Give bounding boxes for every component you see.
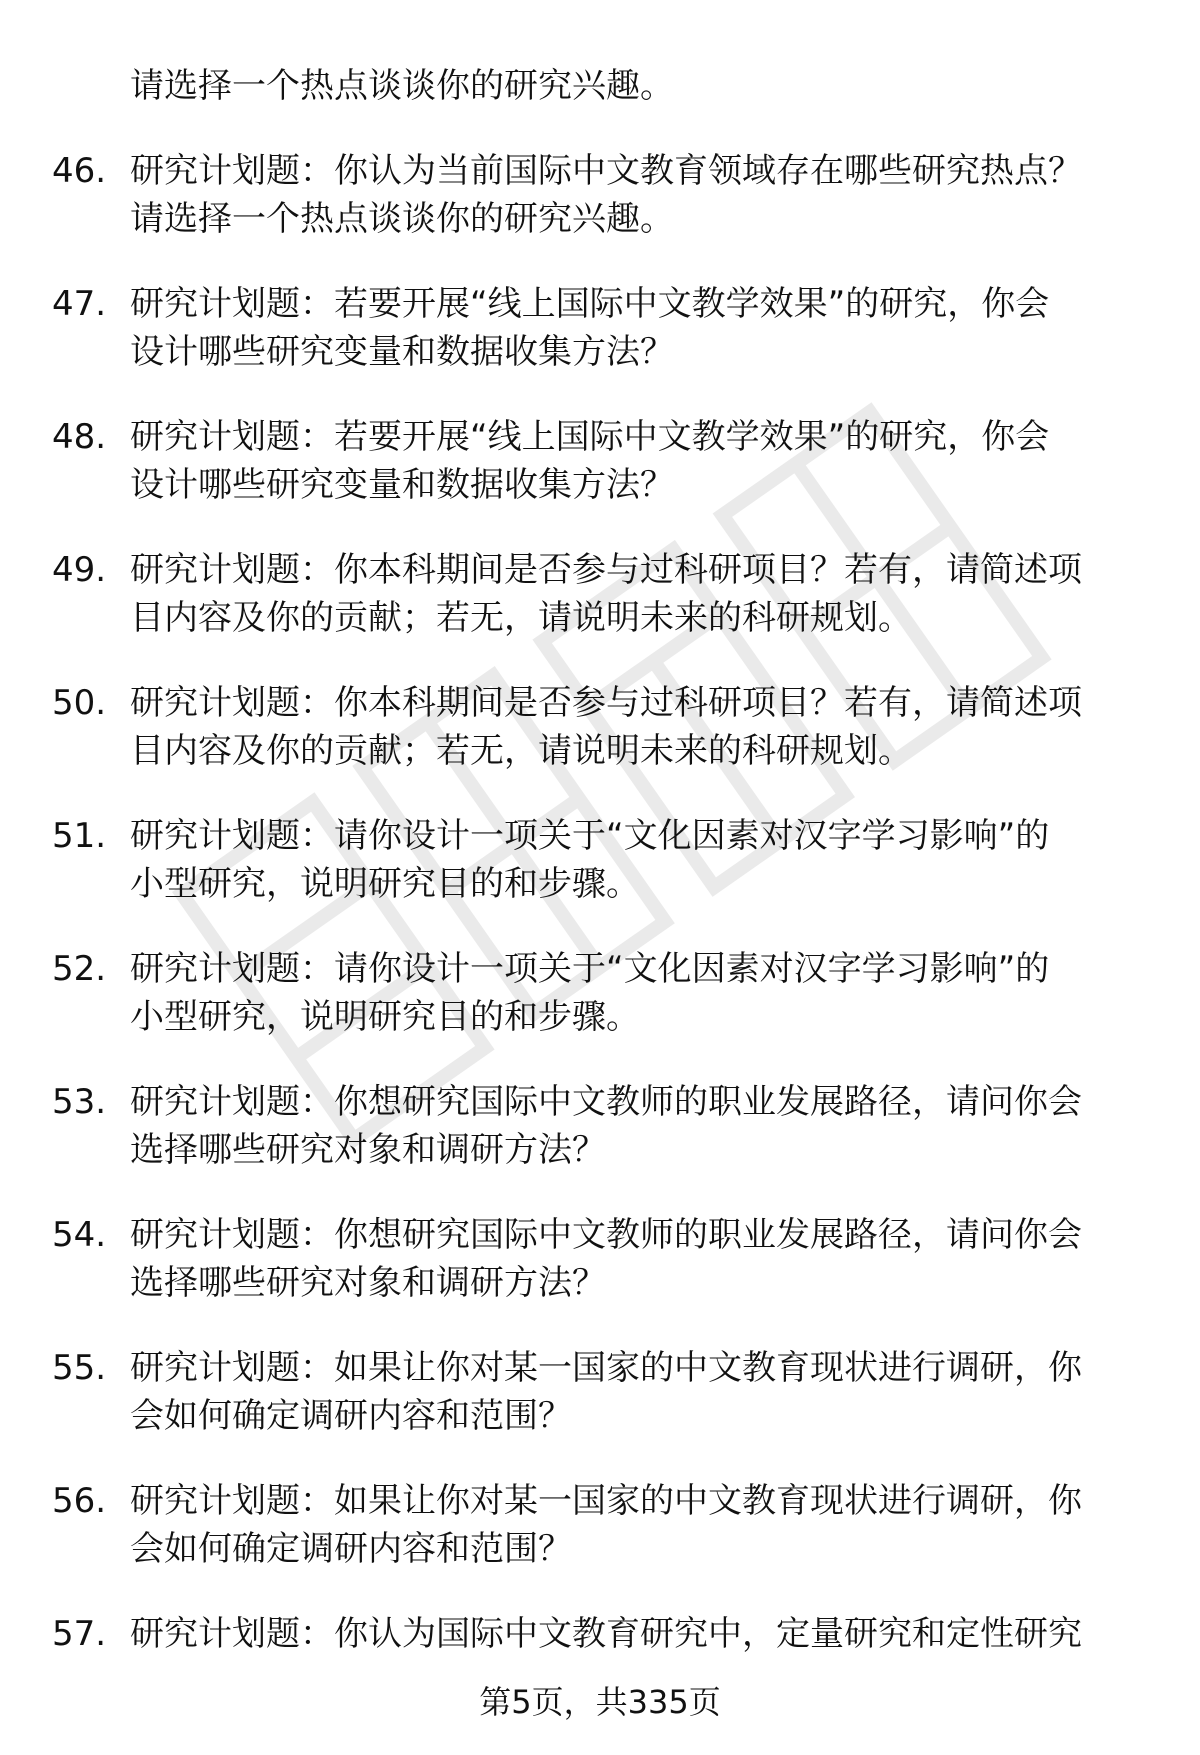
question-number: 53. (52, 1082, 107, 1122)
question-number: 52. (52, 949, 107, 989)
question-number: 57. (52, 1614, 107, 1654)
question-number: 48. (52, 417, 107, 457)
question-number: 51. (52, 816, 107, 856)
question-text (130, 1477, 1200, 1573)
question-text (130, 413, 1200, 509)
question-line: 选择哪些研究对象和调研方法？ (130, 1130, 606, 1170)
question-line: 研究计划题：你认为当前国际中文教育领域存在哪些研究热点？ (130, 151, 1082, 191)
question-text (130, 812, 1200, 908)
question-item (52, 413, 1162, 546)
question-line: 目内容及你的贡献；若无，请说明未来的科研规划。 (130, 731, 912, 771)
question-line: 研究计划题：请你设计一项关于“文化因素对汉字学习影响”的 (130, 949, 1050, 989)
question-line: 小型研究，说明研究目的和步骤。 (130, 997, 640, 1037)
question-item (52, 1078, 1162, 1211)
question-line: 请选择一个热点谈谈你的研究兴趣。 (130, 199, 674, 239)
question-item (52, 147, 1162, 280)
question-text (130, 679, 1200, 775)
question-text (130, 1078, 1200, 1174)
question-number: 47. (52, 284, 107, 324)
question-line: 会如何确定调研内容和范围？ (130, 1396, 572, 1436)
question-item (52, 679, 1162, 812)
question-line: 研究计划题：你认为国际中文教育研究中，定量研究和定性研究 (130, 1614, 1082, 1654)
question-text (130, 945, 1200, 1041)
question-text (130, 1344, 1200, 1440)
question-line: 研究计划题：你本科期间是否参与过科研项目？若有，请简述项 (130, 550, 1082, 590)
question-text (130, 147, 1200, 243)
question-line: 小型研究，说明研究目的和步骤。 (130, 864, 640, 904)
question-text (130, 546, 1200, 642)
question-number: 54. (52, 1215, 107, 1255)
question-item (52, 1344, 1162, 1477)
question-text (130, 1610, 1200, 1658)
question-item (52, 1211, 1162, 1344)
question-line: 研究计划题：如果让你对某一国家的中文教育现状进行调研，你 (130, 1348, 1082, 1388)
question-line: 研究计划题：你想研究国际中文教师的职业发展路径，请问你会 (130, 1215, 1082, 1255)
question-line: 研究计划题：如果让你对某一国家的中文教育现状进行调研，你 (130, 1481, 1082, 1521)
page-footer: 第5页，共335页 (479, 1683, 721, 1721)
question-number: 49. (52, 550, 107, 590)
question-item (52, 1477, 1162, 1610)
continued-question-text: 请选择一个热点谈谈你的研究兴趣。 (130, 66, 674, 106)
question-line: 研究计划题：你本科期间是否参与过科研项目？若有，请简述项 (130, 683, 1082, 723)
question-number: 56. (52, 1481, 107, 1521)
question-item (52, 546, 1162, 679)
question-number: 55. (52, 1348, 107, 1388)
question-text (130, 280, 1200, 376)
question-number: 46. (52, 151, 107, 191)
question-line: 研究计划题：若要开展“线上国际中文教学效果”的研究，你会 (130, 417, 1050, 457)
question-item (52, 812, 1162, 945)
question-line: 设计哪些研究变量和数据收集方法？ (130, 332, 674, 372)
question-line: 会如何确定调研内容和范围？ (130, 1529, 572, 1569)
question-text (130, 1211, 1200, 1307)
question-line: 研究计划题：若要开展“线上国际中文教学效果”的研究，你会 (130, 284, 1050, 324)
question-list (52, 147, 1162, 1743)
question-number: 50. (52, 683, 107, 723)
question-line: 研究计划题：请你设计一项关于“文化因素对汉字学习影响”的 (130, 816, 1050, 856)
question-line: 选择哪些研究对象和调研方法？ (130, 1263, 606, 1303)
question-line: 目内容及你的贡献；若无，请说明未来的科研规划。 (130, 598, 912, 638)
question-item (52, 945, 1162, 1078)
question-item (52, 280, 1162, 413)
question-line: 研究计划题：你想研究国际中文教师的职业发展路径，请问你会 (130, 1082, 1082, 1122)
question-line: 设计哪些研究变量和数据收集方法？ (130, 465, 674, 505)
